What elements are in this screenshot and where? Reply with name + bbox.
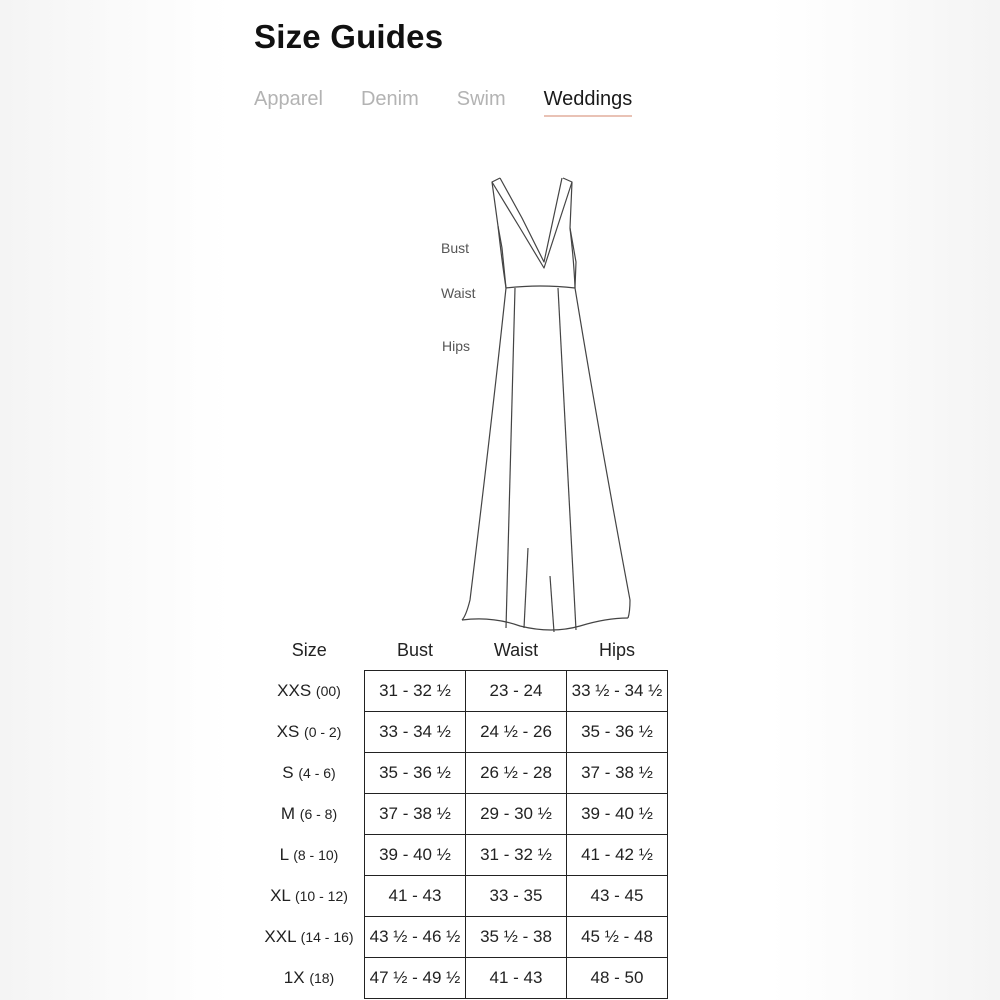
bust-label: Bust [441, 240, 470, 256]
table-row [254, 671, 668, 712]
table-row [254, 753, 668, 794]
hips-cell: 33 ½ - 34 ½ [567, 671, 668, 712]
bust-cell: 37 - 38 ½ [365, 794, 466, 835]
hips-cell: 48 - 50 [567, 958, 668, 999]
waist-cell: 24 ½ - 26 [466, 712, 567, 753]
waist-cell: 31 - 32 ½ [466, 835, 567, 876]
waist-label: Waist [441, 285, 476, 301]
hips-label: Hips [442, 338, 471, 354]
tab-denim[interactable]: Denim [360, 88, 419, 110]
hips-cell: 45 ½ - 48 [567, 917, 668, 958]
bust-cell: 47 ½ - 49 ½ [365, 958, 466, 999]
size-label: 1X [283, 968, 305, 987]
size-cell [254, 917, 365, 958]
table-row [254, 958, 668, 999]
size-range: (10 - 12) [294, 888, 348, 904]
bust-cell: 31 - 32 ½ [365, 671, 466, 712]
bust-cell: 43 ½ - 46 ½ [365, 917, 466, 958]
size-label: S [282, 763, 294, 782]
header-waist: Waist [493, 639, 539, 660]
size-label: XXL [264, 927, 296, 946]
table-row [254, 835, 668, 876]
size-label: XL [270, 886, 291, 905]
header-bust: Bust [396, 639, 434, 660]
size-range: (0 - 2) [304, 724, 342, 740]
size-cell [254, 958, 365, 999]
table-row [254, 794, 668, 835]
size-chart-table [254, 630, 668, 999]
hips-cell: 37 - 38 ½ [567, 753, 668, 794]
bust-cell: 35 - 36 ½ [365, 753, 466, 794]
size-guide-panel [230, 0, 770, 1000]
header-size: Size [291, 639, 327, 660]
waist-cell: 35 ½ - 38 [466, 917, 567, 958]
table-row [254, 917, 668, 958]
dress-diagram-illustration [230, 0, 770, 640]
waist-cell: 29 - 30 ½ [466, 794, 567, 835]
size-cell [254, 671, 365, 712]
table-row [254, 712, 668, 753]
table-header-row [254, 630, 668, 671]
size-label: XS [276, 722, 300, 741]
size-range: (00) [315, 683, 341, 699]
table-row [254, 876, 668, 917]
hips-cell: 43 - 45 [567, 876, 668, 917]
size-range: (14 - 16) [300, 929, 354, 945]
size-range: (18) [309, 970, 335, 986]
size-label: M [280, 804, 296, 823]
waist-cell: 33 - 35 [466, 876, 567, 917]
size-label: XXS [277, 681, 312, 700]
size-range: (6 - 8) [299, 806, 338, 822]
waist-cell: 41 - 43 [466, 958, 567, 999]
size-range: (4 - 6) [298, 765, 336, 781]
bust-cell: 41 - 43 [365, 876, 466, 917]
size-range: (8 - 10) [293, 847, 339, 863]
background-right [770, 0, 1000, 1000]
bust-cell: 33 - 34 ½ [365, 712, 466, 753]
size-cell [254, 712, 365, 753]
size-label: L [279, 845, 289, 864]
tab-apparel[interactable]: Apparel [254, 88, 323, 110]
waist-cell: 23 - 24 [466, 671, 567, 712]
size-cell [254, 794, 365, 835]
hips-cell: 41 - 42 ½ [567, 835, 668, 876]
background-left [0, 0, 230, 1000]
hips-cell: 39 - 40 ½ [567, 794, 668, 835]
bust-cell: 39 - 40 ½ [365, 835, 466, 876]
tab-weddings[interactable]: Weddings [544, 88, 633, 117]
hips-cell: 35 - 36 ½ [567, 712, 668, 753]
header-hips: Hips [598, 639, 635, 660]
size-cell [254, 835, 365, 876]
tab-swim[interactable]: Swim [456, 88, 506, 110]
page-title: Size Guides [254, 18, 444, 55]
waist-cell: 26 ½ - 28 [466, 753, 567, 794]
size-cell [254, 753, 365, 794]
size-cell [254, 876, 365, 917]
